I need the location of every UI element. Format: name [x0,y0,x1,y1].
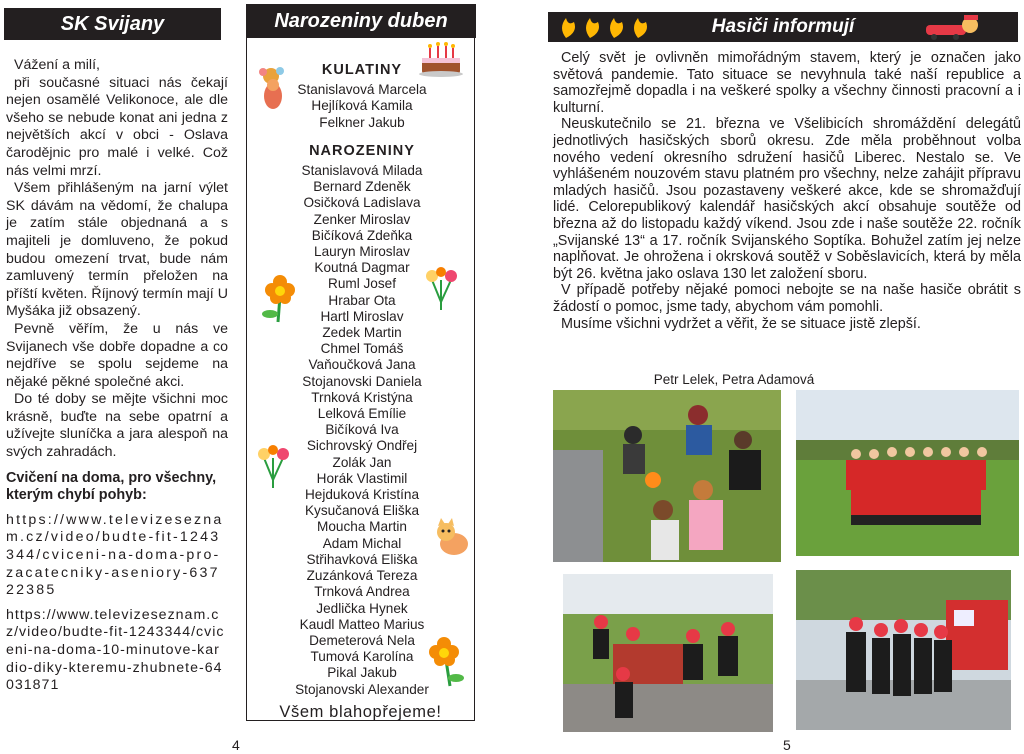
birthday-name: Kaudl Matteo Marius [299,616,425,632]
birthday-name: Stanislavová Marcela [297,82,427,98]
birthday-name: Stanislavová Milada [301,163,423,179]
birthday-name: Lauryn Miroslav [314,244,410,260]
sk-svijany-banner [4,8,221,40]
birthday-name: Demeterová Nela [309,632,415,648]
birthday-name: Bičíková Iva [325,422,399,438]
article-signature: Petr Lelek, Petra Adamová [653,372,815,387]
exercise-link[interactable]: https://www.televizeseznam.cz/video/budte-fit-1243344/cviceni-na-doma-10-minutove-kardio-diky-kteremu-zhubnete-64031871 [6,606,225,694]
birthday-name: Hejlíková Kamila [311,98,413,114]
article-paragraph: Musíme všichni vydržet a věřit, že se situace jistě zlepší. [561,315,921,332]
birthday-name: Pikal Jakub [327,665,397,681]
birthday-name: Bernard Zdeněk [313,179,411,195]
photo-kids-firetruck [796,570,1011,730]
birthday-name: Horák Vlastimil [316,470,408,486]
birthday-cake-icon [418,40,464,78]
birthday-name: Hartl Miroslav [320,308,404,324]
birthday-name: Hejduková Kristína [304,487,420,503]
cat-icon [432,518,474,558]
birthdays-banner [246,4,476,38]
birthday-name: Sichrovský Ondřej [306,438,418,454]
sk-svijany-article [6,57,228,695]
orange-flower-icon [426,636,464,688]
kulatiny-heading: KULATINY [321,62,403,78]
page-number-left: 4 [232,737,240,753]
cat-with-flowers-icon [255,66,291,112]
birthday-name: Chmel Tomáš [320,341,404,357]
article-paragraph: Vážení a milí, [14,57,100,73]
birthday-name: Střihavková Eliška [306,551,418,567]
photo-competition [563,574,773,732]
birthday-name: Tumová Karolína [310,649,414,665]
article-paragraph: V případě potřeby nějaké pomoci nebojte se na naše hasiče obrátit s žádostí o pomoc, jsme tady, abychom vám pomohli. [553,282,1021,315]
article-paragraph: Pevně věřím, že u nás ve Svijanech vše dobře dopadne a co nejdříve se spolu sejdeme na nějaké pěkné společné akci. [6,320,228,390]
photo-campfire [553,390,781,562]
birthday-name: Stojanovski Alexander [295,681,429,697]
birthday-name: Vaňoučková Jana [308,357,416,373]
birthday-name: Adam Michal [322,535,402,551]
birthdays-title: Narozeniny duben [274,9,448,32]
firefighters-title: Hasiči informují [711,16,855,37]
birthday-name: Jedlička Hynek [316,600,408,616]
photo-group-outdoor [796,390,1019,556]
flower-bouquet-icon [256,444,290,490]
birthday-name: Zedek Martin [322,325,402,341]
article-paragraph: Celý svět je ovlivněn mimořádným stavem, který je označen jako světová pandemie. Tato situace se nevyhnula také naší republice a samozřejmě dopadla i na veškeré spolky a všechny činnosti pracovní a i kulturní. [553,50,1021,116]
birthday-name: Zuzánková Tereza [306,568,418,584]
birthday-name: Lelková Emílie [317,406,407,422]
article-paragraph: Všem přihlášeným na jarní výlet SK dávám na vědomí, že chalupa je zatím stále objednaná a s majiteli je domluveno, že pokud budou omezení trvat, bude nám zamluvený termín přeložen na příští květen. Říjnový termín mají U Myšáka již obsazený. [6,180,228,320]
birthday-name: Zolák Jan [332,454,392,470]
firefighters-article [553,50,1021,332]
birthday-name: Trnková Kristýna [311,389,413,405]
exercise-link[interactable]: https://www.televizeseznam.cz/video/budte-fit-1243344/cviceni-na-doma-pro-zacatecniky-aseniory-63722385 [6,511,224,599]
birthday-name: Trnková Andrea [314,584,410,600]
birthday-name: Moucha Martin [317,519,407,535]
birthday-name: Kysučanová Eliška [304,503,420,519]
birthday-name: Bičíková Zdeňka [311,227,413,243]
article-paragraph: při současné situaci nás čekají nejen osamělé Velikonoce, ale dle všeho se nebude konat ani jedna z největších akcí v obci - Oslava čarodějnic pro malé i velké. Což nás velmi mrzí. [6,74,228,179]
birthday-name: Hrabar Ota [328,292,396,308]
narozeniny-heading: NAROZENINY [309,142,415,159]
orange-flower-icon [262,274,298,324]
congratulations-text: Všem blahopřejeme! [279,703,442,721]
article-paragraph: Do té doby se mějte všichni moc krásně, buďte na sebe opatrní a užívejte sluníčka a jara alespoň na svých zahradách. [6,391,228,461]
birthday-name: Zenker Miroslav [313,211,411,227]
birthday-name: Felkner Jakub [319,114,405,130]
article-paragraph: Neuskutečnilo se 21. března ve Všelibicích shromáždění delegátů jednotlivých hasičských sborů okresu. Zde měla proběhnout volba nového vedení okresního sdružení hasičů Liberec. Nestalo se. Ve vyhlášeném nouzovém stavu platném pro všechny, nelze zahájit přípravu mladých hasičů. Jsou pozastaveny veškeré akce, kde se shromažďují lidé. Celorepublikový kalendář hasičských akcí obsahuje soutěže od března až do listopadu každý víkend. Jsou zde i naše soutěže 22. ročník „Svijanské 13“ a 17. ročník Svijanského Soptíka. Bohužel zatím jej nelze naplňovat. Je ohrožena i okrsková soutěž v Soběslavicích, která by měla být 26. května jako oslava 130 let založení sboru. [553,116,1021,282]
flames-icon [556,14,652,40]
birthday-name: Koutná Dagmar [314,260,410,276]
birthday-name: Ruml Josef [328,276,396,292]
birthday-name: Osičková Ladislava [303,195,421,211]
birthday-name: Stojanovski Daniela [302,373,422,389]
exercise-heading: Cvičení na doma, pro všechny, kterým chybí pohyb: [6,469,217,504]
flower-bouquet-icon [424,266,458,312]
page-number-right: 5 [783,737,791,753]
narozeniny-list [246,163,478,698]
firefighter-mascot-icon [924,13,980,41]
sk-svijany-title: SK Svijany [60,12,165,35]
birthday-list [246,60,478,698]
